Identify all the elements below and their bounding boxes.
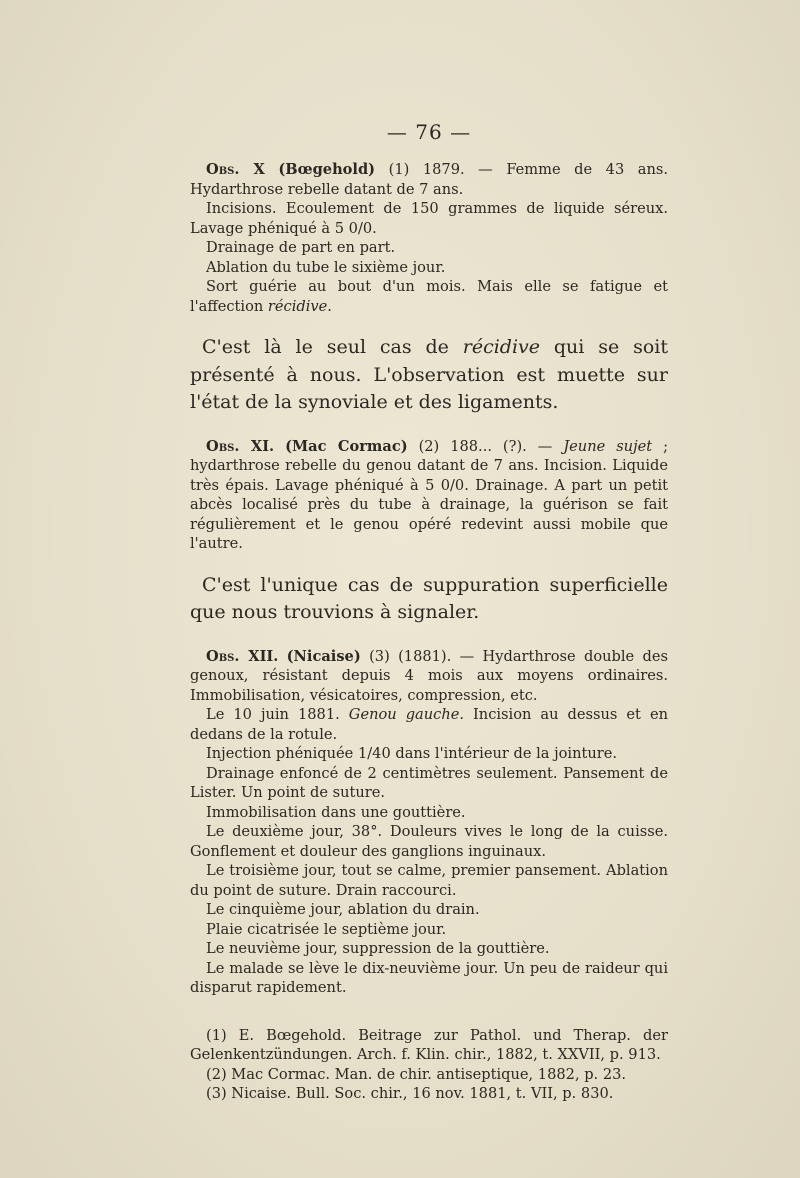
footnotes — [190, 1026, 668, 1104]
obs11-body: ; hydarthrose rebelle du genou datant de 7 ans. Incision. Liquide très épais. Lavage phéniqué à 5 0/0. Drainage. A part un petit abcès localisé près du tube à drainage, la guérison se fait régulièrement et le genou opéré redevint aussi mobile que l'autre. — [190, 437, 668, 552]
obs10-last-line — [190, 277, 668, 316]
para1-post: qui se soit présenté à nous. L'observation est muette sur l'état de la synoviale et des ligaments. — [190, 336, 668, 413]
obs12-line-3: Immobilisation dans une gouttière. — [206, 803, 466, 821]
obs11-italic: Jeune sujet — [563, 437, 653, 455]
obs10-last-post: . — [327, 297, 332, 315]
obs12-line-6: Le cinquième jour, ablation du drain. — [206, 901, 480, 918]
paragraph-suppuration — [190, 572, 668, 627]
obs11-ref: (2) 188... (?). — — [407, 437, 564, 455]
obs12-ref: (3) (1881). — Hydarthrose double des genoux, résistant depuis 4 mois aux moyens ordinaires. Immobilisation, vésicatoires, compression, etc. — [190, 647, 668, 704]
obs10-line-3: Ablation du tube le sixième jour. — [206, 258, 446, 276]
obs12-date-italic: Genou gauche. — [348, 706, 464, 723]
obs10-line-1: Incisions. Ecoulement de 150 grammes de liquide séreux. Lavage phéniqué à 5 0/0. — [190, 200, 668, 237]
obs10-line-2: Drainage de part en part. — [206, 239, 396, 256]
obs12-author: (Nicaise) — [286, 647, 361, 665]
footnote-2: (2) Mac Cormac. Man. de chir. antiseptique, 1882, p. 23. — [206, 1065, 627, 1083]
obs12-date-post: Incision au dessus et en dedans de la rotule. — [190, 706, 668, 743]
obs12-line-5: Le troisième jour, tout se calme, premier pansement. Ablation du point de suture. Drain raccourci. — [190, 862, 668, 899]
obs12-line-2: Drainage enfoncé de 2 centimètres seulement. Pansement de Lister. Un point de suture. — [190, 764, 668, 801]
obs10-author: (Bœgehold) — [278, 161, 376, 178]
obs12-line-7: Plaie cicatrisée le septième jour. — [206, 920, 447, 938]
observation-11 — [190, 437, 668, 554]
obs11-text — [190, 437, 668, 554]
obs12-line-8: Le neuvième jour, suppression de la gouttière. — [206, 940, 550, 957]
obs12-header — [190, 647, 668, 706]
obs10-ref: (1) 1879. — Femme de 43 ans. Hydarthrose rebelle datant de 7 ans. — [190, 161, 669, 198]
footnote-1: (1) E. Bœgehold. Beitrage zur Pathol. und Therap. der Gelenkentzündungen. Arch. f. Klin. chir., 1882, t. XXVII, p. 913. — [190, 1026, 668, 1063]
obs12-date-pre: Le 10 juin 1881. — [206, 706, 349, 723]
footnote-3: (3) Nicaise. Bull. Soc. chir., 16 nov. 1881, t. VII, p. 830. — [206, 1085, 614, 1102]
paragraph-recidive — [190, 334, 668, 417]
obs12-line-1: Injection phéniquée 1/40 dans l'intérieur de la jointure. — [206, 745, 617, 762]
para1-pre: C'est là le seul cas de — [202, 336, 463, 358]
obs10-last-italic: récidive — [267, 297, 328, 315]
page-content — [190, 120, 668, 1104]
paragraph-recidive-text — [190, 334, 668, 417]
paragraph-suppuration-text: C'est l'unique cas de suppuration superficielle que nous trouvions à signaler. — [190, 573, 668, 623]
obs12-date-line — [190, 705, 668, 744]
obs10-label: Obs. X — [206, 161, 265, 178]
obs11-label: Obs. XI. — [206, 437, 275, 455]
para1-italic: récidive — [462, 336, 541, 358]
obs11-author: (Mac Cormac) — [285, 437, 408, 455]
observation-10 — [190, 160, 668, 316]
obs10-last-pre: Sort guérie au bout d'un mois. Mais elle se fatigue et l'affection — [190, 278, 668, 315]
obs12-line-4: Le deuxième jour, 38°. Douleurs vives le long de la cuisse. Gonflement et douleur des ganglions inguinaux. — [190, 823, 668, 860]
observation-12 — [190, 647, 668, 998]
obs12-line-9: Le malade se lève le dix-neuvième jour. Un peu de raideur qui disparut rapidement. — [190, 959, 668, 996]
obs12-label: Obs. XII. — [206, 647, 279, 665]
page-number: — 76 — — [386, 120, 472, 144]
obs10-header — [190, 160, 668, 199]
